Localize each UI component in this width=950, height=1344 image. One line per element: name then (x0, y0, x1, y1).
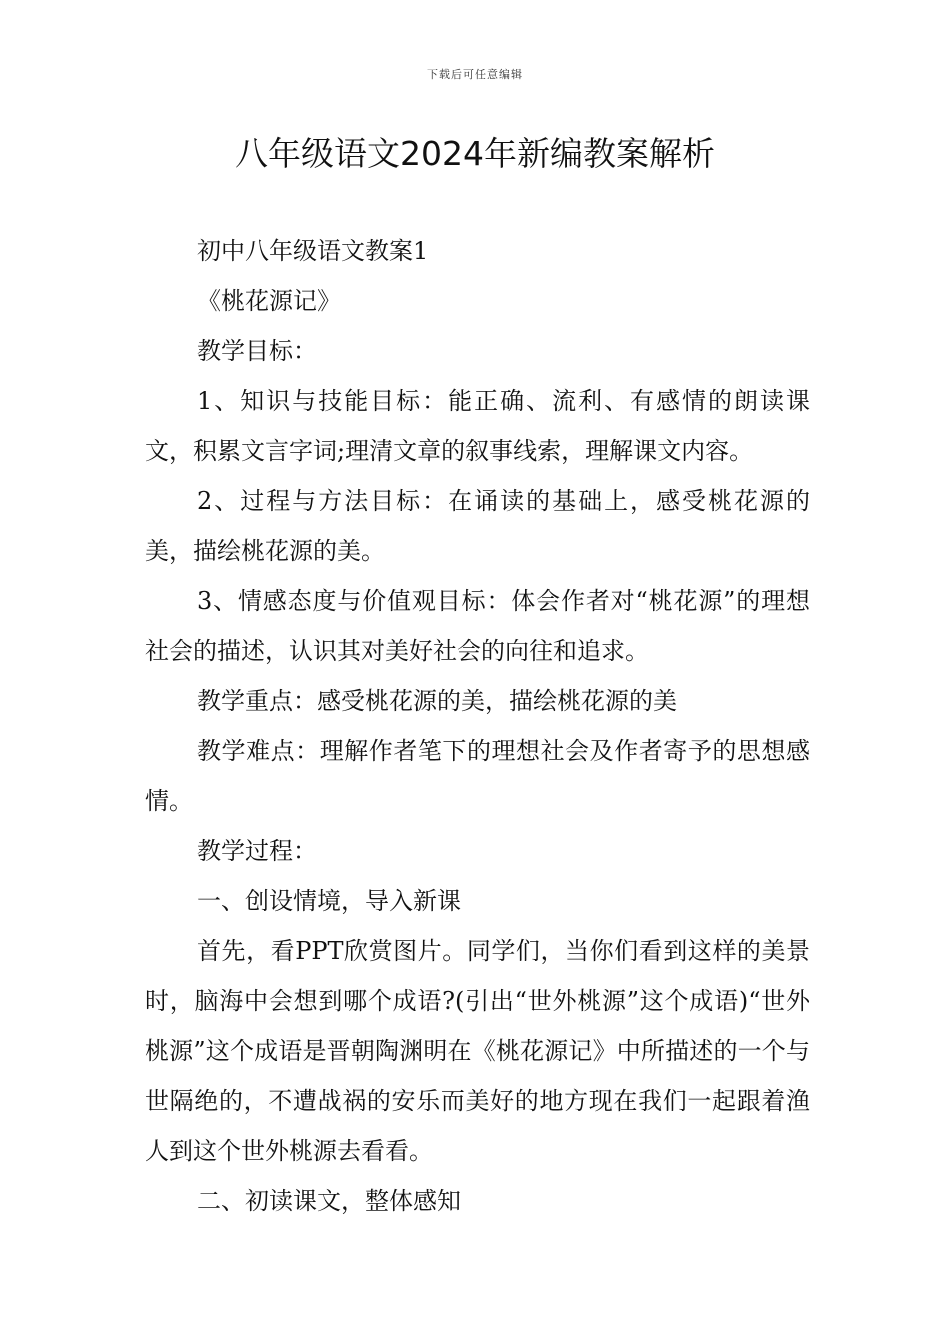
paragraph-goals-heading: 教学目标： (197, 337, 317, 365)
paragraph-goal-2: 2、过程与方法目标：在诵读的基础上，感受桃花源的美，描绘桃花源的美。 (145, 487, 810, 565)
header-note: 下载后可任意编辑 (427, 68, 523, 81)
paragraph-step-1-body: 首先，看PPT欣赏图片。同学们，当你们看到这样的美景时，脑海中会想到哪个成语?(引出“世外桃源”这个成语)“世外桃源”这个成语是晋朝陶渊明在《桃花源记》中所描述的一个与世隔绝的，不遭战祸的安乐而美好的地方现在我们一起跟着渔人到这个世外桃源去看看。 (145, 937, 810, 1165)
paragraph-goal-3: 3、情感态度与价值观目标：体会作者对“桃花源”的理想社会的描述，认识其对美好社会的向往和追求。 (145, 587, 810, 665)
paragraph-step-1-heading: 一、创设情境，导入新课 (197, 887, 461, 915)
paragraph-process-heading: 教学过程： (197, 837, 317, 865)
paragraph-difficulty: 教学难点：理解作者笔下的理想社会及作者寄予的思想感情。 (145, 737, 810, 815)
document-title: 八年级语文2024年新编教案解析 (235, 134, 715, 173)
document-body (145, 226, 810, 1226)
paragraph-goal-1: 1、知识与技能目标：能正确、流利、有感情的朗读课文，积累文言字词;理清文章的叙事线索，理解课文内容。 (145, 387, 810, 465)
paragraph-text-title: 《桃花源记》 (197, 287, 341, 315)
paragraph-step-2-heading: 二、初读课文，整体感知 (197, 1187, 461, 1215)
paragraph-key-point: 教学重点：感受桃花源的美，描绘桃花源的美 (197, 687, 677, 715)
paragraph-lesson-heading: 初中八年级语文教案1 (197, 237, 429, 265)
